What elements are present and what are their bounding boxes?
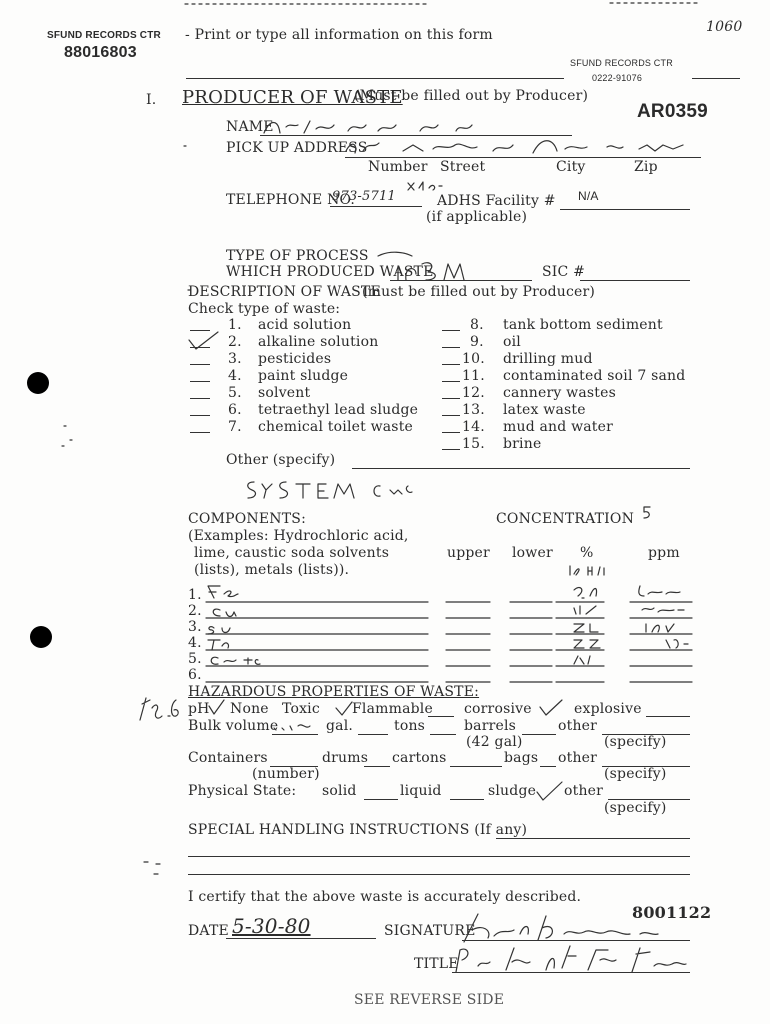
waste-item-number: 15.	[462, 436, 485, 452]
waste-item-number: 8.	[470, 317, 484, 333]
bulk-unit-other: other	[558, 718, 598, 734]
physical-specify-note: (specify)	[604, 800, 667, 816]
waste-item-number: 11.	[462, 368, 485, 384]
waste-item-label: solvent	[258, 385, 311, 401]
physical-option-solid: solid	[322, 783, 357, 799]
waste-item-number: 5.	[228, 385, 242, 401]
containers-number-note: (number)	[252, 766, 320, 782]
components-heading: COMPONENTS:	[188, 511, 306, 527]
telephone-value: 973-5711	[332, 189, 396, 204]
waste-item-number: 4.	[228, 368, 242, 384]
containers-label: Containers	[188, 750, 268, 766]
waste-item-number: 7.	[228, 419, 242, 435]
bulk-unit-barrels: barrels	[464, 718, 517, 734]
component-row-number: 6.	[188, 667, 202, 683]
other-specify-label: Other (specify)	[226, 452, 336, 468]
waste-item-number: 1.	[228, 317, 242, 333]
description-heading: DESCRIPTION OF WASTE	[188, 284, 381, 300]
scan-specks-upper	[180, 140, 204, 300]
ph-label: pH	[188, 701, 210, 717]
container-type-other: other	[558, 750, 598, 766]
ph-option-toxic: Toxic	[282, 701, 320, 717]
waste-item-number: 2.	[228, 334, 242, 350]
address-column-number: Number	[368, 159, 428, 175]
waste-item-number: 6.	[228, 402, 242, 418]
waste-item-label: paint sludge	[258, 368, 349, 384]
phone-extension-handwriting	[405, 178, 445, 194]
component-row-number: 3.	[188, 619, 202, 635]
facility-label: ADHS Facility #	[437, 193, 556, 209]
container-type-drums: drums	[322, 750, 369, 766]
concentration-mark	[640, 504, 654, 520]
records-stamp-left: SFUND RECORDS CTR	[47, 30, 161, 41]
bulk-unit-tons: tons	[394, 718, 426, 734]
waste-item-label: mud and water	[503, 419, 614, 435]
barrels-note: (42 gal)	[466, 734, 523, 750]
physical-option-other: other	[564, 783, 604, 799]
records-stamp-right: SFUND RECORDS CTR	[570, 58, 673, 68]
producer-heading-note: (Must be filled out by Producer)	[354, 88, 589, 104]
physical-option-sludge: sludge	[488, 783, 537, 799]
waste-item-label: pesticides	[258, 351, 332, 367]
records-stamp-right-number: 0222-91076	[592, 73, 643, 83]
bulk-volume-label: Bulk volume	[188, 718, 279, 734]
physical-state-label: Physical State:	[188, 783, 297, 799]
component-entries-handwriting	[200, 582, 700, 676]
concentration-heading: CONCENTRATION	[496, 511, 635, 527]
hazardous-properties-heading: HAZARDOUS PROPERTIES OF WASTE:	[188, 684, 480, 700]
certification-statement: I certify that the above waste is accurately described.	[188, 889, 582, 905]
punch-hole-top	[27, 372, 49, 394]
physical-option-liquid: liquid	[400, 783, 442, 799]
waste-item-number: 13.	[462, 402, 485, 418]
title-label: TITLE	[414, 956, 459, 972]
component-row-number: 2.	[188, 603, 202, 619]
container-type-cartons: cartons	[392, 750, 447, 766]
address-column-city: City	[556, 159, 586, 175]
percent-column-note	[566, 562, 616, 578]
waste-item-label: drilling mud	[503, 351, 593, 367]
ph-option-corrosive: corrosive	[464, 701, 532, 717]
address-column-street: Street	[440, 159, 486, 175]
process-handwriting	[370, 250, 490, 284]
facility-note: (if applicable)	[426, 209, 528, 225]
see-reverse-side: SEE REVERSE SIDE	[354, 992, 505, 1008]
title-handwriting	[450, 942, 690, 976]
components-example-line: lime, caustic soda solvents	[194, 545, 390, 561]
waste-item-label: tetraethyl lead sludge	[258, 402, 419, 418]
waste-item-label: latex waste	[503, 402, 586, 418]
signature-label: SIGNATURE	[384, 923, 476, 939]
corner-handwritten-mark: 1060	[706, 19, 743, 35]
waste-item-label: cannery wastes	[503, 385, 616, 401]
column-ppm: ppm	[648, 545, 680, 561]
sludge-check-mark[interactable]	[534, 780, 566, 802]
check-type-label: Check type of waste:	[188, 301, 341, 317]
date-value: 5-30-80	[232, 914, 311, 938]
waste-item-label: tank bottom sediment	[503, 317, 663, 333]
punch-hole-bottom	[30, 626, 52, 648]
waste-item-number: 3.	[228, 351, 242, 367]
process-label-line1: TYPE OF PROCESS	[226, 248, 369, 264]
waste-item-label: chemical toilet waste	[258, 419, 414, 435]
bulk-specify-note: (specify)	[604, 734, 667, 750]
ph-check-marks[interactable]	[206, 698, 576, 718]
other-specify-handwriting	[244, 478, 414, 502]
name-label: NAME	[226, 119, 274, 135]
date-label: DATE	[188, 923, 229, 939]
sic-label: SIC #	[542, 264, 586, 280]
process-label-line2: WHICH PRODUCED WASTE	[226, 264, 434, 280]
components-example-line: (lists), metals (lists)).	[194, 562, 350, 578]
waste-item-number: 9.	[470, 334, 484, 350]
waste-item-number: 10.	[462, 351, 485, 367]
margin-note-handwriting	[132, 694, 186, 724]
ph-option-flammable: Flammable	[352, 701, 433, 717]
facility-value: N/A	[578, 189, 599, 203]
containers-specify-note: (specify)	[604, 766, 667, 782]
document-number-stamp: 88016803	[64, 44, 137, 61]
pickup-address-handwriting	[343, 133, 703, 159]
batch-number-stamp: 8001122	[632, 903, 712, 922]
alkaline-check-mark[interactable]	[186, 330, 222, 354]
column-upper: upper	[447, 545, 490, 561]
description-note: (must be filled out by Producer)	[362, 284, 596, 300]
special-handling-label: SPECIAL HANDLING INSTRUCTIONS (If any)	[188, 822, 528, 838]
section-numeral: I.	[146, 92, 157, 108]
waste-item-number: 12.	[462, 385, 485, 401]
address-column-zip: Zip	[634, 159, 658, 175]
component-row-number: 1.	[188, 587, 202, 603]
pickup-address-label: PICK UP ADDRESS	[226, 140, 368, 156]
telephone-label: TELEPHONE NO.	[226, 192, 356, 208]
form-instruction: - Print or type all information on this form	[185, 27, 493, 43]
bulk-volume-handwriting	[270, 720, 320, 734]
ar-number-stamp: AR0359	[637, 101, 708, 122]
component-row-number: 5.	[188, 651, 202, 667]
waste-item-label: oil	[503, 334, 521, 350]
components-example-line: (Examples: Hydrochloric acid,	[188, 528, 409, 544]
scan-specks-lower	[140, 856, 170, 880]
component-row-number: 4.	[188, 635, 202, 651]
ph-option-explosive: explosive	[574, 701, 642, 717]
waste-item-label: acid solution	[258, 317, 352, 333]
producer-heading: PRODUCER OF WASTE	[182, 87, 403, 108]
column-percent: %	[580, 545, 594, 561]
cutoff-header-marks	[180, 0, 740, 10]
column-lower: lower	[512, 545, 553, 561]
waste-item-label: alkaline solution	[258, 334, 379, 350]
waste-item-number: 14.	[462, 419, 485, 435]
bulk-unit-gal: gal.	[326, 718, 354, 734]
waste-item-label: brine	[503, 436, 542, 452]
ph-option-none: None	[230, 701, 269, 717]
container-type-bags: bags	[504, 750, 539, 766]
waste-item-label: contaminated soil 7 sand	[503, 368, 686, 384]
scan-specks	[60, 420, 80, 450]
